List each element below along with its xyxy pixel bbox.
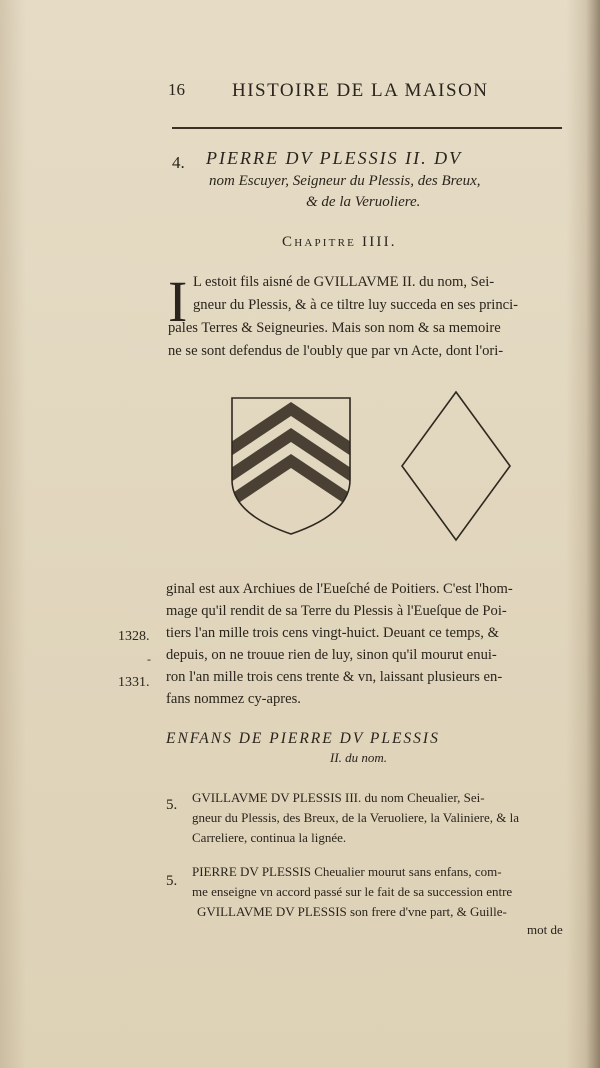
section-number: 4. <box>172 153 185 172</box>
section-title-line-3: & de la Veruoliere. <box>306 194 421 210</box>
header-rule <box>172 127 562 129</box>
children-heading: ENFANS DE PIERRE DV PLESSIS <box>166 730 440 747</box>
entry-line: Carreliere, continua la lignée. <box>192 830 347 845</box>
coats-of-arms <box>222 388 522 544</box>
paragraph-line: mage qu'il rendit de sa Terre du Plessis à l'Eueſque de Poi- <box>166 603 507 619</box>
paragraph-line: gneur du Plessis, & à ce tiltre luy succeda en ses princi- <box>193 297 519 313</box>
page-number: 16 <box>168 80 185 99</box>
lozenge-shield-icon <box>402 392 510 540</box>
paragraph-line: tiers l'an mille trois cens vingt-huict. Deuant ce temps, & <box>166 625 499 641</box>
margin-date: 1331. <box>118 675 150 690</box>
section-title-line-2: nom Escuyer, Seigneur du Plessis, des Breux, <box>209 173 481 189</box>
margin-date: 1328. <box>118 629 150 644</box>
paragraph-line: fans nommez cy-apres. <box>166 691 301 707</box>
shield-chevrons-icon <box>222 398 360 534</box>
entry-line: gneur du Plessis, des Breux, de la Veruoliere, la Valiniere, & la <box>192 810 519 825</box>
entry-number: 5. <box>166 873 178 889</box>
entry-line: me enseigne vn accord passé sur le fait de sa succession entre <box>192 884 513 899</box>
paragraph-line: ne se sont defendus de l'oubly que par vn Acte, dont l'ori- <box>168 343 504 359</box>
paragraph-line: ginal est aux Archiues de l'Eueſché de Poitiers. C'est l'hom- <box>166 581 513 597</box>
children-subheading: II. du nom. <box>330 750 388 765</box>
entry-line: PIERRE DV PLESSIS Cheualier mourut sans enfans, com- <box>192 864 502 879</box>
paragraph-line: depuis, on ne trouue rien de luy, sinon qu'il mourut enui- <box>166 647 497 663</box>
chapter-heading: Chapitre IIII. <box>282 234 397 250</box>
paragraph-line: ron l'an mille trois cens trente & vn, laissant plusieurs en- <box>166 669 503 685</box>
entry-line: GVILLAVME DV PLESSIS III. du nom Cheualier, Sei- <box>192 790 485 805</box>
drop-cap: I <box>168 269 188 334</box>
paragraph-line: L estoit fils aisné de GVILLAVME II. du nom, Sei- <box>193 274 495 290</box>
entry-number: 5. <box>166 797 178 813</box>
section-title-line-1: PIERRE DV PLESSIS II. DV <box>206 148 463 168</box>
paragraph-line: pales Terres & Seigneuries. Mais son nom & sa memoire <box>168 320 501 336</box>
catchword: mot de <box>527 922 563 937</box>
entry-line: GVILLAVME DV PLESSIS son frere d'vne part, & Guille- <box>197 904 507 919</box>
margin-mark: - <box>147 652 151 666</box>
running-head: HISTOIRE DE LA MAISON <box>232 80 489 101</box>
